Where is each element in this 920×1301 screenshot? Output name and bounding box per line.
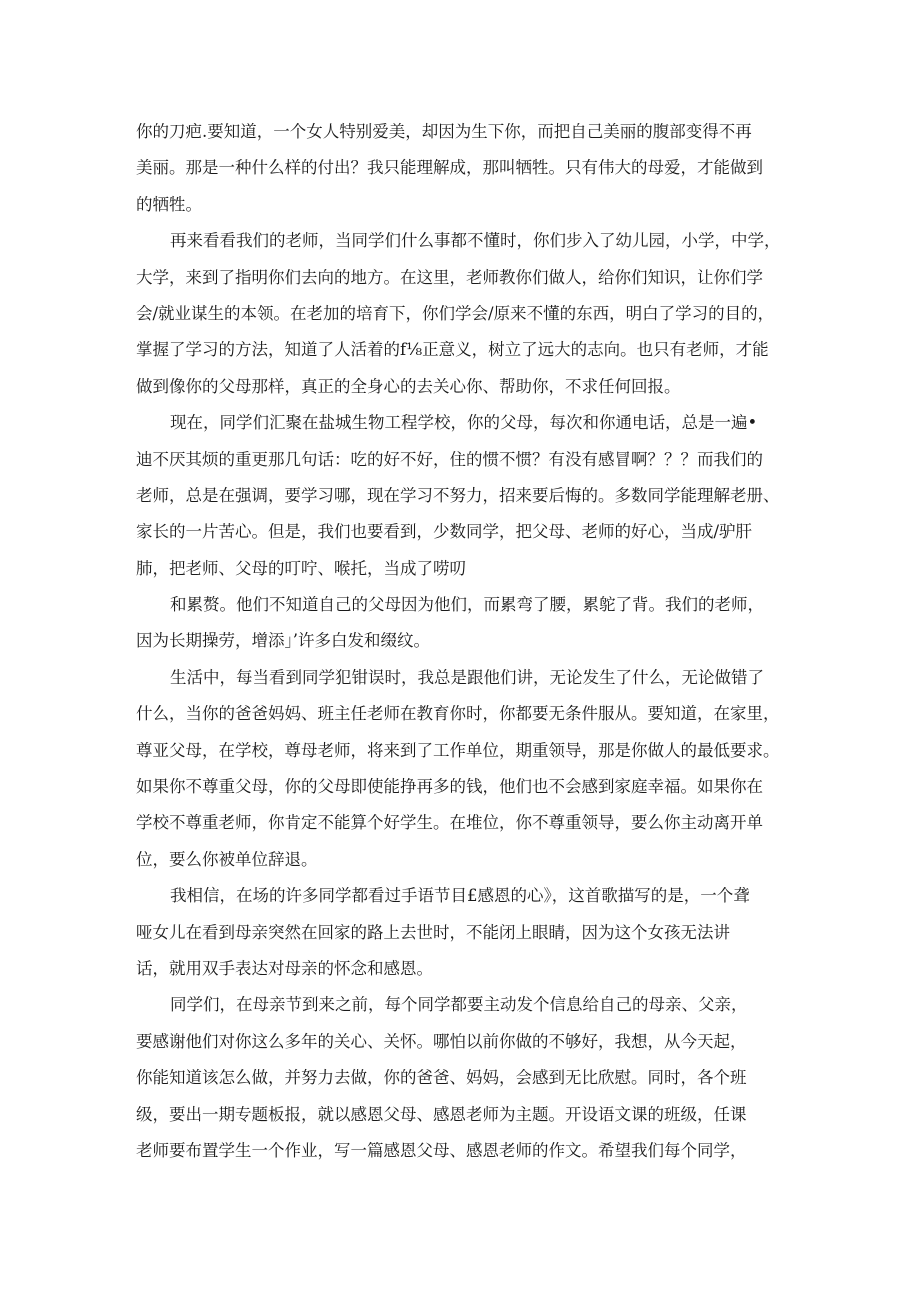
text-line: 掌握了学习的方法，知道了人活着的f⅛正意义，树立了远大的志向。也只有老师，才能: [136, 340, 769, 360]
text-line: 美丽。那是一种什么样的付出？我只能理解成，那叫牺牲。只有伟大的母爱，才能做到: [136, 158, 763, 178]
text-line: 要感谢他们对你这么多年的关心、关怀。哪怕以前你做的不够好，我想，从今天起，: [136, 1031, 747, 1051]
text-line: 因为长期操劳，增添」’许多白发和缀纹。: [136, 631, 430, 651]
text-line: 级，要出一期专题板报，就以感恩父母、感恩老师为主题。开设语文课的班级，任课: [136, 1104, 747, 1124]
text-line: 家长的一片苦心。但是，我们也要看到，少数同学，把父母、老师的好心，当成/驴肝: [136, 522, 753, 542]
text-line: 你的刀疤.要知道，一个女人特别爱美，却因为生下你，而把自己美丽的腹部变得不再: [136, 122, 752, 141]
text-line: 哑女儿在看到母亲突然在回家的路上去世时，不能闭上眼睛，因为这个女孩无法讲: [136, 922, 730, 942]
text-line: 你能知道该怎么做，并努力去做，你的爸爸、妈妈，会感到无比欣慰。同时，各个班: [136, 1068, 747, 1088]
text-line: 老师，总是在强调，要学习哪，现在学习不努力，招来要后悔的。多数同学能理解老册、: [136, 485, 780, 505]
paragraph-start-line: 同学们，在母亲节到来之前，每个同学都要主动发个信息给自己的母亲、父亲，: [170, 995, 748, 1015]
paragraph-start-line: 再来看看我们的老师，当同学们什么事都不懂时，你们步入了幼儿园，小学，中学，: [170, 231, 781, 251]
text-line: 什么，当你的爸爸妈妈、班主任老师在教育你时，你都要无条件服从。要知道，在家里，: [136, 704, 780, 724]
text-line: 做到像你的父母那样，真正的全身心的去关心你、帮助你，不求任何回报。: [136, 376, 681, 396]
text-line: 老师要布置学生一个作业，写一篇感恩父母、感恩老师的作文。希望我们每个同学，: [136, 1140, 747, 1160]
text-line: 的牺牲。: [136, 194, 202, 214]
paragraph-start-line: 现在，同学们汇聚在盐城生物工程学校，你的父母，每次和你通电话，总是一遍•: [170, 413, 758, 433]
text-line: 话，就用双手表达对母亲的怀念和感恩。: [136, 958, 433, 978]
text-line: 尊亚父母，在学校，尊母老师，将来到了工作单位，期重领导，那是你做人的最低要求。: [136, 740, 780, 760]
body-text: [136, 114, 786, 1169]
paragraph-start-line: 我相信，在场的许多同学都看过手语节目£感恩的心》，这首歌描写的是，一个聋: [170, 886, 750, 906]
text-line: 会/就业谋生的本领。在老加的培育下，你们学会/原来不懂的东西，明白了学习的目的，: [136, 303, 775, 323]
paragraph-start-line: 生活中，每当看到同学犯钳误时，我总是跟他们讲，无论发生了什么，无论做错了: [170, 667, 764, 687]
text-line: 肺，把老师、父母的叮咛、喉托，当成了唠叨: [136, 558, 466, 578]
text-line: 大学，来到了指明你们去向的地方。在这里，老师教你们做人，给你们知识，让你们学: [136, 267, 763, 287]
text-line: 学校不尊重老师，你肯定不能算个好学生。在堆位，你不尊重领导，要么你主动离开单: [136, 813, 763, 833]
text-line: 位，要么你被单位辞退。: [136, 849, 318, 869]
text-line: 迪不厌其烦的重更那几句话：吃的好不好，住的惯不惯？有没有感冒啊？？？而我们的: [136, 449, 763, 469]
text-line: 如果你不尊重父母，你的父母即使能挣再多的钱，他们也不会感到家庭幸福。如果你在: [136, 777, 763, 797]
paragraph-start-line: 和累赘。他们不知道自己的父母因为他们，而累弯了腰，累鸵了背。我们的老师，: [170, 595, 764, 615]
